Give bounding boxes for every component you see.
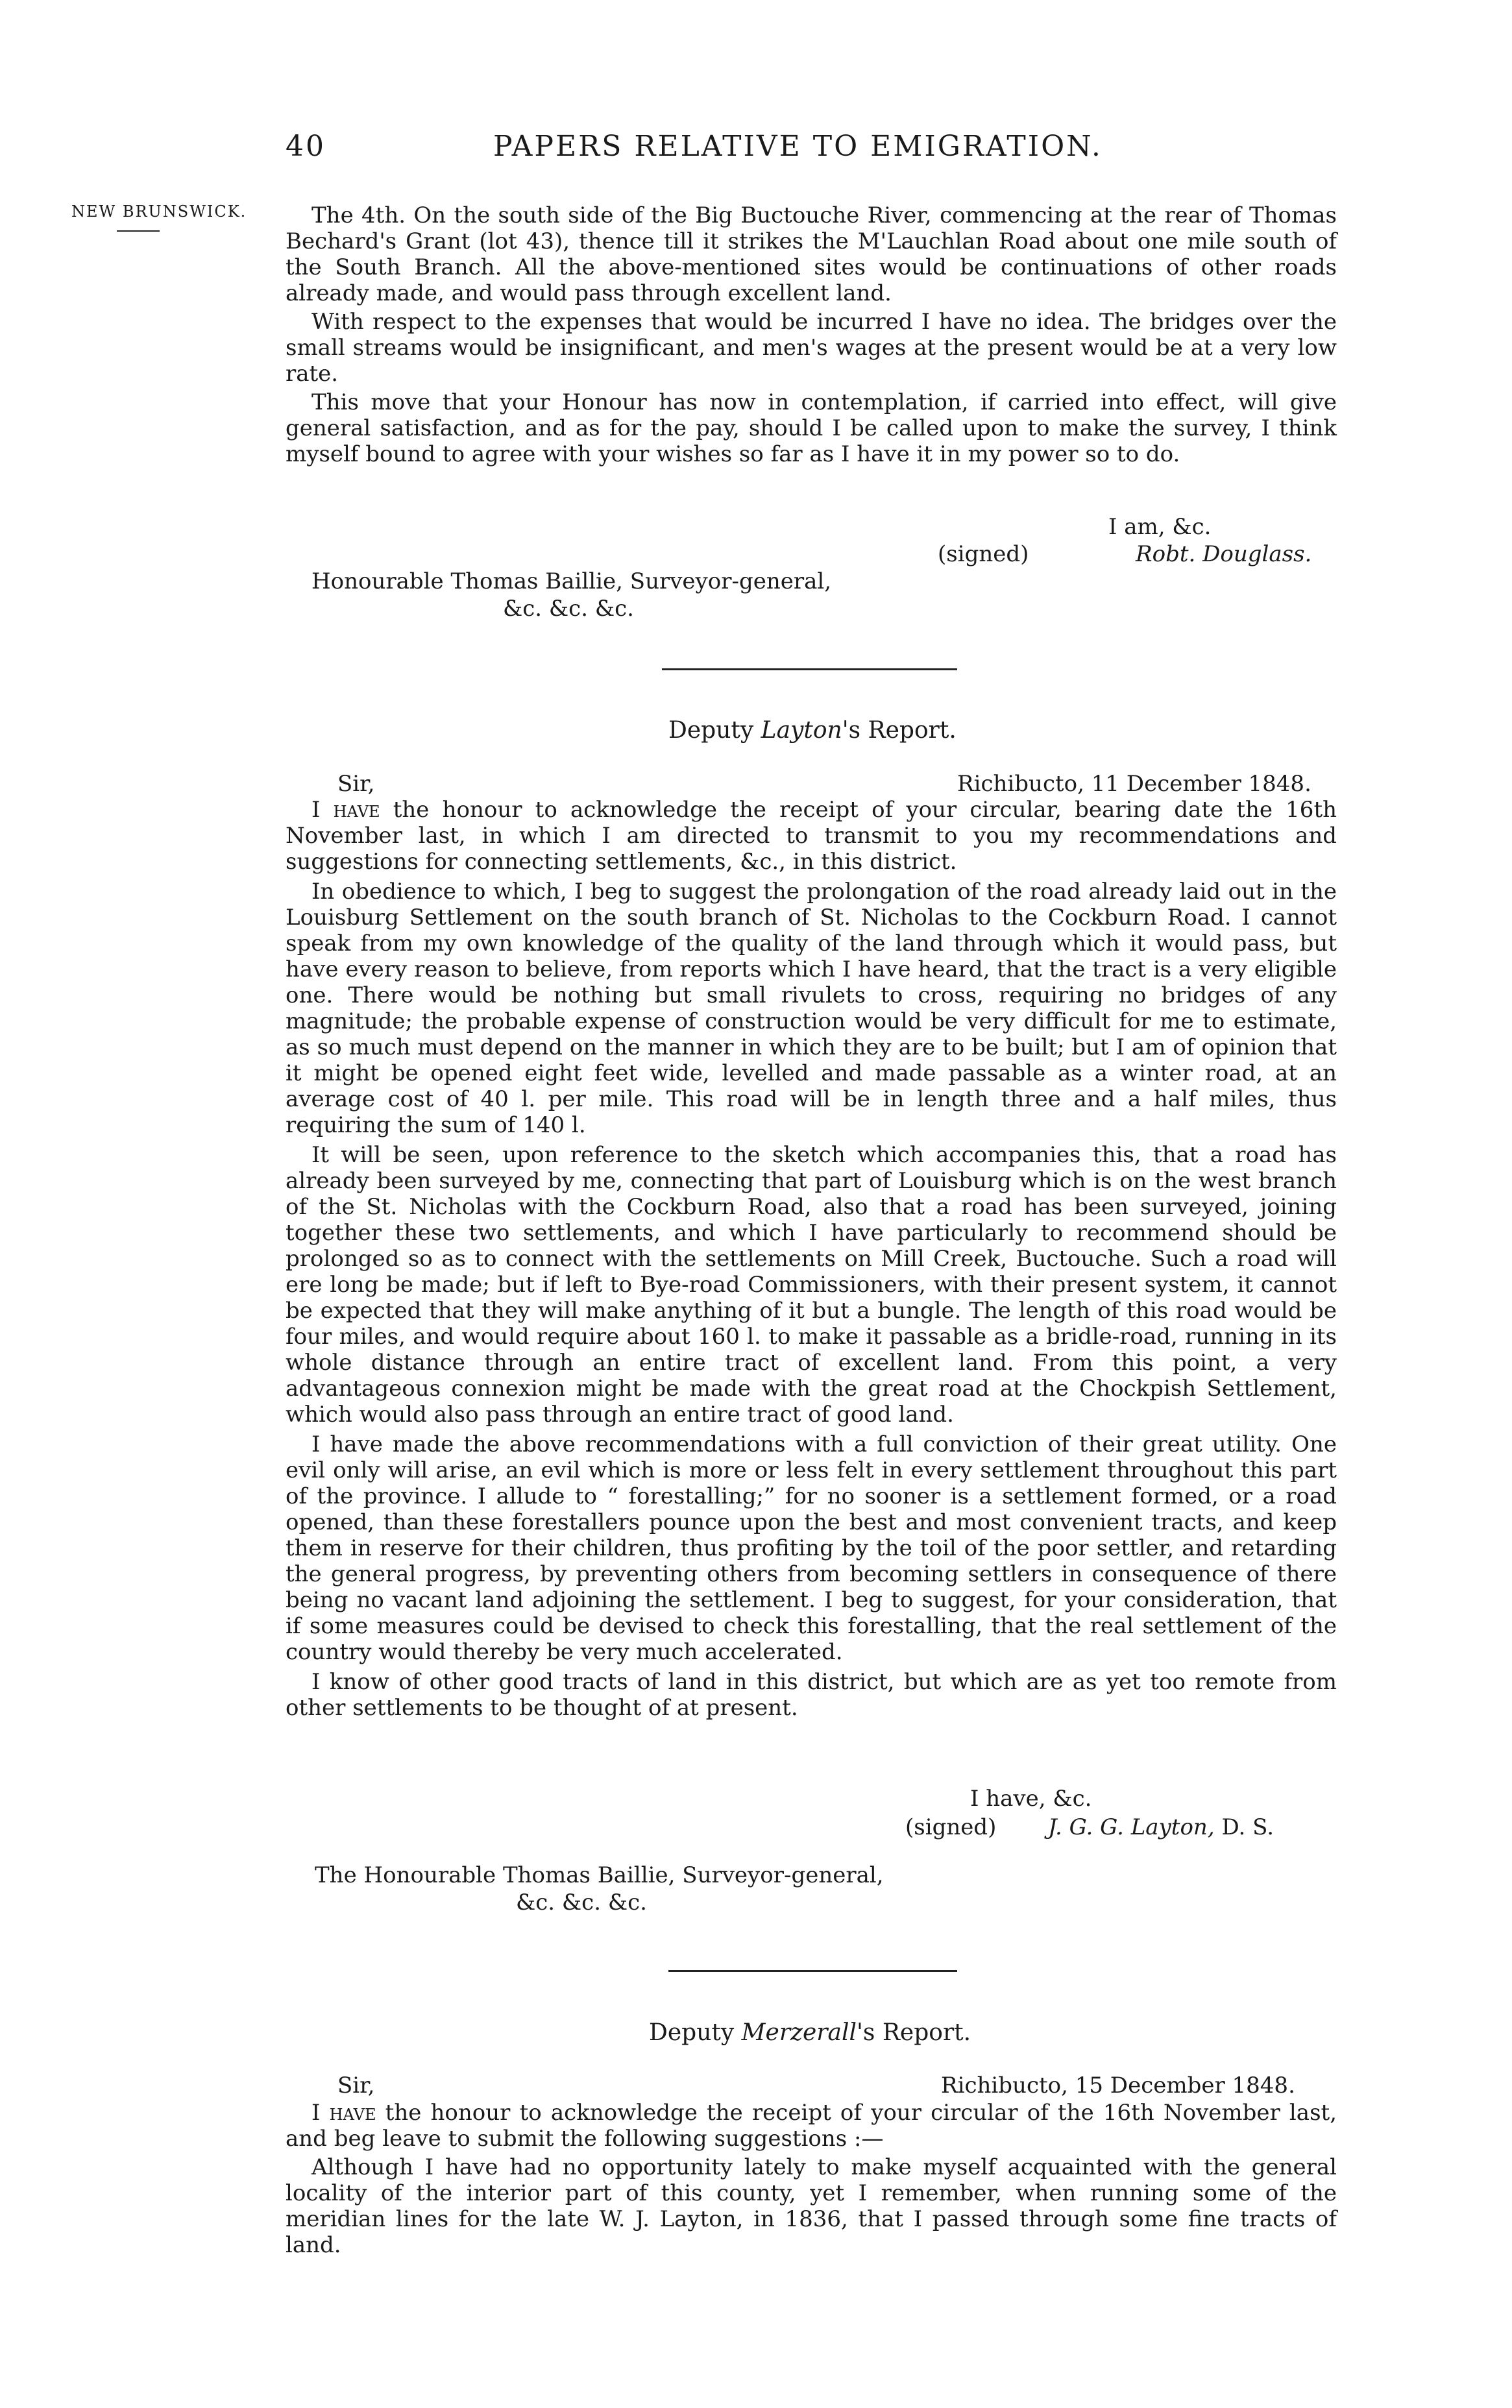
signature: J. G. G. Layton, D. S. bbox=[1048, 1814, 1274, 1840]
merzerall-report-body bbox=[286, 2100, 1337, 2258]
addressee: The Honourable Thomas Baillie, Surveyor-general, bbox=[315, 1862, 884, 1888]
page-number: 40 bbox=[286, 130, 326, 163]
paragraph: With respect to the expenses that would be incurred I have no idea. The bridges over the small streams would be insignificant, and men's wages at the present would be at a very low rate. bbox=[286, 309, 1337, 387]
signed-label: (signed) bbox=[938, 541, 1029, 567]
section-divider bbox=[662, 668, 957, 670]
section-divider bbox=[668, 1970, 957, 1972]
report-heading: Deputy Merzerall's Report. bbox=[649, 2019, 971, 2046]
salutation: Sir, bbox=[337, 771, 375, 797]
paragraph: I have the honour to acknowledge the receipt of your circular, bearing date the 16th November last, in which I am directed to transmit to you my recommendations and suggestions for connecting settlements, &c., in this district. bbox=[286, 797, 1337, 875]
douglass-letter-body bbox=[286, 202, 1337, 467]
paragraph: In obedience to which, I beg to suggest the prolongation of the road already laid out in the Louisburg Settlement on the south branch of St. Nicholas to the Cockburn Road. I cannot speak from my own knowledge of the quality of the land through which it would pass, but have every reason to believe, from reports which I have heard, that the tract is a very eligible one. There would be nothing but small rivulets to cross, requiring no bridges of any magnitude; the probable expense of construction would be very difficult for me to estimate, as so much must depend on the manner in which they are to be built; but I am of opinion that it might be opened eight feet wide, levelled and made passable as a winter road, at an average cost of 40 l. per mile. This road will be in length three and a half miles, thus requiring the sum of 140 l. bbox=[286, 879, 1337, 1138]
paragraph: I have the honour to acknowledge the receipt of your circular of the 16th November last, and beg leave to submit the following suggestions :— bbox=[286, 2100, 1337, 2152]
page-header bbox=[286, 130, 1389, 169]
addressee-etc: &c. &c. &c. bbox=[503, 596, 634, 622]
paragraph: I have made the above recommendations with a full conviction of their great utility. One evil only will arise, an evil which is more or less felt in every settlement throughout this part of the province. I allude to “ forestalling;” for no sooner is a settlement formed, or a road opened, than these forestallers pounce upon the best and most convenient tracts, and keep them in reserve for their children, thus profiting by the toil of the poor settler, and retarding the general progress, by preventing others from becoming settlers in consequence of there being no vacant land adjoining the settlement. I beg to suggest, for your consideration, that if some measures could be devised to check this forestalling, that the real settlement of the country would thereby be very much accelerated. bbox=[286, 1431, 1337, 1665]
signed-label: (signed) bbox=[905, 1814, 997, 1840]
place-date: Richibucto, 15 December 1848. bbox=[941, 2073, 1295, 2098]
page-title: PAPERS RELATIVE TO EMIGRATION. bbox=[493, 130, 1103, 163]
report-heading: Deputy Layton's Report. bbox=[668, 717, 957, 744]
closing: I am, &c. bbox=[1108, 514, 1212, 540]
paragraph: I know of other good tracts of land in this district, but which are as yet too remote from other settlements to be thought of at present. bbox=[286, 1669, 1337, 1721]
addressee-etc: &c. &c. &c. bbox=[516, 1890, 647, 1915]
paragraph: It will be seen, upon reference to the sketch which accompanies this, that a road has already been surveyed by me, connecting that part of Louisburg which is on the west branch of the St. Nicholas with the Cockburn Road, also that a road has been surveyed, joining together these two settlements, and which I have particularly to recommend should be prolonged so as to connect with the settlements on Mill Creek, Buctouche. Such a road will ere long be made; but if left to Bye-road Commissioners, with their present system, it cannot be expected that they will make anything of it but a bungle. The length of this road would be four miles, and would require about 160 l. to make it passable as a bridle-road, running in its whole distance through an entire tract of excellent land. From this point, a very advantageous connexion might be made with the great road at the Chockpish Settlement, which would also pass through an entire tract of good land. bbox=[286, 1142, 1337, 1428]
signature: Robt. Douglass. bbox=[1136, 541, 1312, 567]
margin-divider bbox=[117, 230, 160, 232]
paragraph: The 4th. On the south side of the Big Buctouche River, commencing at the rear of Thomas Bechard's Grant (lot 43), thence till it strikes the M'Lauchlan Road about one mile south of the South Branch. All the above-mentioned sites would be continuations of other roads already made, and would pass through excellent land. bbox=[286, 202, 1337, 306]
layton-report-body bbox=[286, 797, 1337, 1721]
addressee: Honourable Thomas Baillie, Surveyor-general, bbox=[311, 568, 832, 594]
paragraph: Although I have had no opportunity lately to make myself acquainted with the general locality of the interior part of this county, yet I remember, when running some of the meridian lines for the late W. J. Layton, in 1836, that I passed through some fine tracts of land. bbox=[286, 2154, 1337, 2258]
paragraph: This move that your Honour has now in contemplation, if carried into effect, will give general satisfaction, and as for the pay, should I be called upon to make the survey, I think myself bound to agree with your wishes so far as I have it in my power so to do. bbox=[286, 389, 1337, 467]
closing: I have, &c. bbox=[970, 1786, 1092, 1812]
place-date: Richibucto, 11 December 1848. bbox=[957, 771, 1311, 797]
margin-note: NEW BRUNSWICK. bbox=[71, 202, 247, 221]
salutation: Sir, bbox=[337, 2073, 375, 2098]
